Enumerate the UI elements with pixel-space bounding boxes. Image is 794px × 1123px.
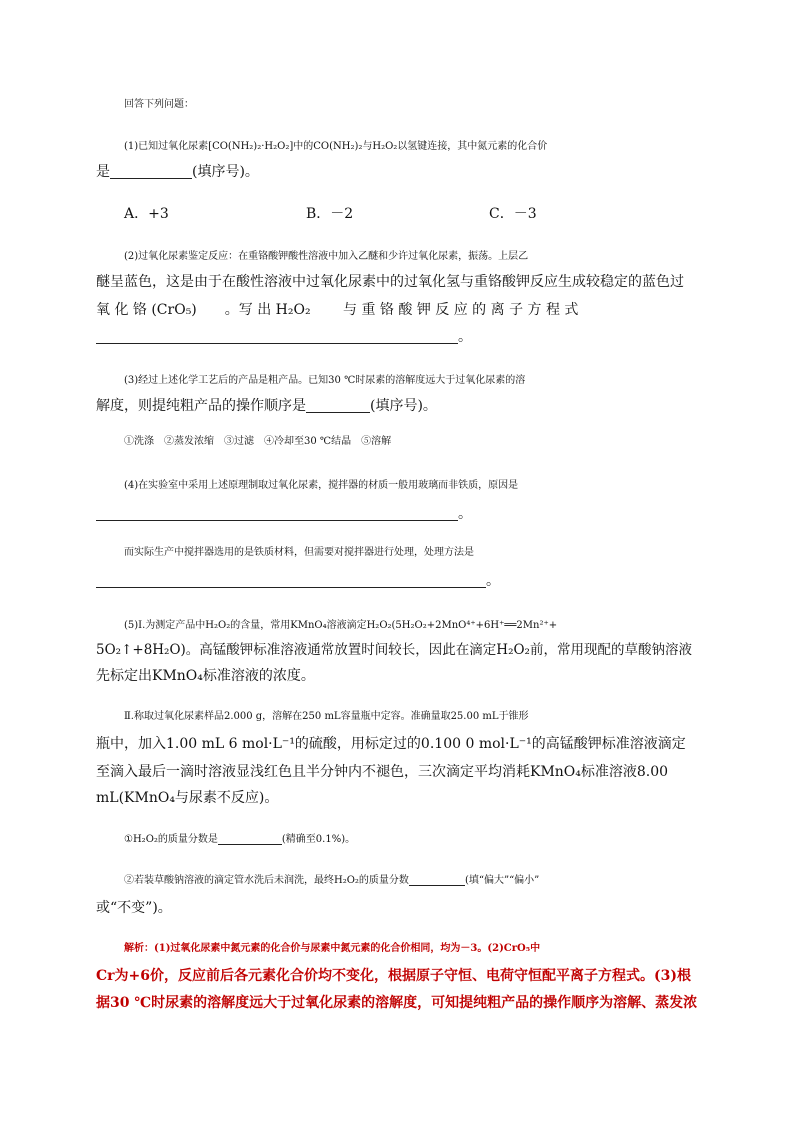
q5-sub2-post: (填“偏大”“偏小”	[464, 875, 540, 886]
q5-sub2-blank[interactable]	[409, 869, 465, 886]
q1-answer-blank[interactable]	[110, 162, 192, 179]
q5-sub2	[96, 867, 728, 895]
q5-ii-line4: mL(KMnO₄与尿素不反应)。	[96, 790, 279, 806]
q1-option-a: A．+3	[124, 206, 169, 222]
q3-line2	[96, 392, 700, 420]
q1-option-c: C．－3	[489, 206, 537, 222]
q1-line1: (1)已知过氧化尿素[CO(NH₂)₂·H₂O₂]中的CO(NH₂)₂与H₂O₂以氢键连接，其中氮元素的化合价	[124, 141, 548, 152]
analysis-line1: 解析：(1)过氧化尿素中氮元素的化合价与尿素中氮元素的化合价相同，均为－3。(2)CrO₅中	[124, 943, 541, 954]
analysis-line3: 据30 ℃时尿素的溶解度远大于过氧化尿素的溶解度，可知提纯粗产品的操作顺序为溶解、蒸发浓	[96, 995, 698, 1011]
q4-reason-blank[interactable]	[96, 504, 458, 521]
q3-line2-pre: 解度，则提纯粗产品的操作顺序是	[96, 398, 306, 414]
q5-ii-line3: 至滴入最后一滴时溶液显浅红色且半分钟内不褪色，三次滴定平均消耗KMnO₄标准溶液8.00	[96, 764, 669, 780]
q4-line4-post: 。	[486, 573, 500, 589]
q5-ii-line2: 瓶中，加入1.00 mL 6 mol·L⁻¹的硫酸，用标定过的0.100 0 mol·L⁻¹的高锰酸钾标准溶液滴定	[96, 736, 686, 752]
q5-sub2-pre: ②若装草酸钠溶液的滴定管水洗后未润洗，最终H₂O₂的质量分数	[124, 875, 409, 886]
q4-line3: 而实际生产中搅拌器选用的是铁质材料，但需要对搅拌器进行处理，处理方法是	[124, 547, 474, 558]
q5-sub1-post: (精确至0.1%)。	[281, 834, 356, 845]
q4-line4	[96, 567, 700, 595]
intro-text: 回答下列问题：	[124, 99, 194, 110]
q1-option-b: B．－2	[306, 206, 354, 222]
q2-answer-blank[interactable]	[96, 327, 458, 344]
q5-i-line1: (5)Ⅰ.为测定产品中H₂O₂的含量，常用KMnO₄溶液滴定H₂O₂(5H₂O₂+2MnO⁴⁺+6H⁺══2Mn²⁺+	[124, 620, 558, 631]
q1-line2-pre: 是	[96, 164, 110, 180]
q2-line4-post: 。	[458, 329, 472, 345]
q5-sub1-blank[interactable]	[218, 828, 282, 845]
q3-answer-blank[interactable]	[306, 396, 370, 413]
q5-ii-line1: Ⅱ.称取过氧化尿素样品2.000 g，溶解在250 mL容量瓶中定容。准确量取25.00 mL于锥形	[124, 711, 529, 722]
q4-method-blank[interactable]	[96, 571, 486, 588]
q5-sub1	[96, 826, 728, 854]
q3-line2-post: (填序号)。	[370, 398, 437, 414]
q5-sub1-pre: ①H₂O₂的质量分数是	[124, 834, 218, 845]
q4-line1: (4)在实验室中采用上述原理制取过氧化尿素，搅拌器的材质一般用玻璃而非铁质，原因是	[124, 480, 519, 491]
q2-line2: 醚呈蓝色，这是由于在酸性溶液中过氧化尿素中的过氧化氢与重铬酸钾反应生成较稳定的蓝色过	[96, 274, 684, 290]
q2-line1: (2)过氧化尿素鉴定反应：在重铬酸钾酸性溶液中加入乙醚和少许过氧化尿素，振荡。上层乙	[124, 251, 529, 262]
q3-steps: ①洗涤 ②蒸发浓缩 ③过滤 ④冷却至30 ℃结晶 ⑤溶解	[124, 436, 392, 447]
q2-line3: 氧 化 铬 (CrO₅) 。写 出 H₂O₂ 与 重 铬 酸 钾 反 应 的 离 子 方 程 式	[96, 302, 579, 318]
q2-line4	[96, 323, 700, 351]
q5-i-line2: 5O₂↑+8H₂O)。高锰酸钾标准溶液通常放置时间较长，因此在滴定H₂O₂前，常用现配的草酸钠溶液	[96, 642, 692, 658]
q1-line2	[96, 158, 700, 186]
q3-line1: (3)经过上述化学工艺后的产品是粗产品。已知30 ℃时尿素的溶解度远大于过氧化尿素的溶	[124, 375, 526, 386]
q5-sub2-line2: 或“不变”)。	[96, 900, 172, 916]
q4-line2-post: 。	[458, 506, 472, 522]
q1-line2-post: (填序号)。	[192, 164, 259, 180]
q5-i-line3: 先标定出KMnO₄标准溶液的浓度。	[96, 668, 315, 684]
q4-line2	[96, 500, 700, 528]
analysis-line2: Cr为+6价，反应前后各元素化合价均不变化，根据原子守恒、电荷守恒配平离子方程式。(3)根	[96, 968, 691, 984]
